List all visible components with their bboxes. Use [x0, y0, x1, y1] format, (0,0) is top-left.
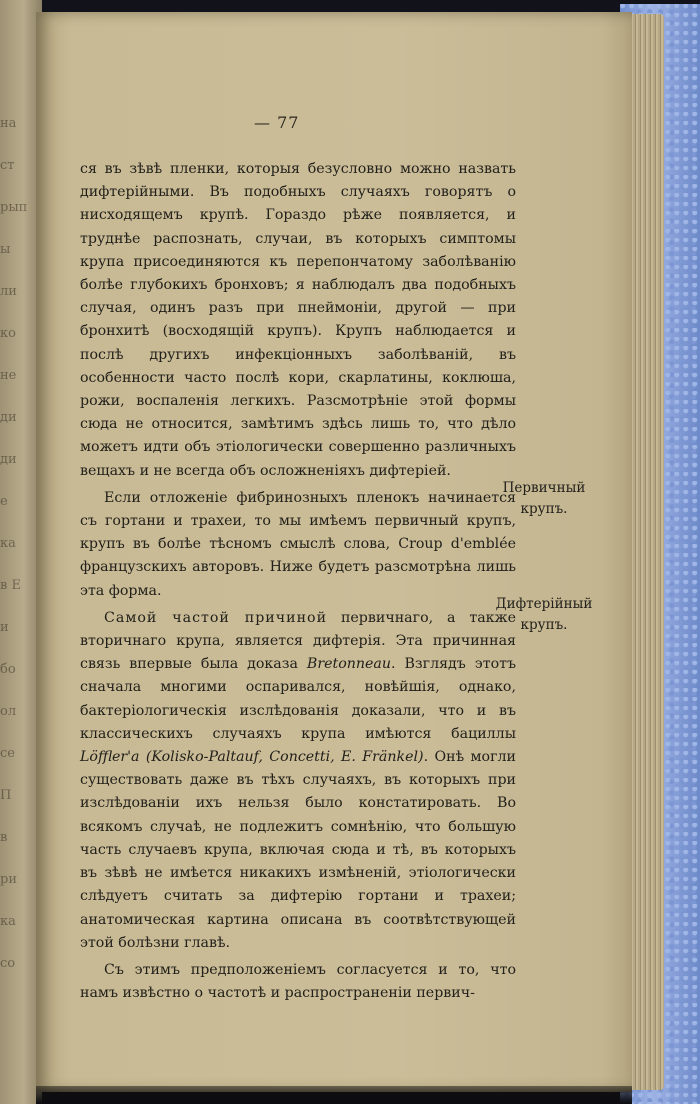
facing-page-text-fragment: се: [0, 746, 15, 761]
facing-page-text-fragment: ы: [0, 242, 11, 257]
paragraph-4: [80, 959, 516, 1005]
text-segment: . Взглядъ этотъ сначала многими оспаривался, новѣйшія, однако, бактеріологическія изслѣдованія доказали, что и въ классическихъ случаяхъ крупа имѣются бациллы: [80, 656, 516, 742]
facing-page-text-fragment: ка: [0, 914, 16, 929]
facing-page-text-fragment: ди: [0, 452, 17, 467]
page-number: — 77: [254, 113, 300, 132]
facing-page-text-fragment: ко: [0, 326, 16, 341]
page-stack-edge: [628, 14, 664, 1090]
facing-page-text-fragment: и: [0, 620, 9, 635]
text-segment: ся въ зѣвѣ пленки, которыя безусловно можно назвать дифтерійными. Въ подобныхъ случаяхъ говорятъ о нисходящемъ крупѣ. Гораздо рѣже появляется, и труднѣе распознать, случаи, въ которыхъ симптомы крупа присоединяются къ перепончатому заболѣванію болѣе глубокихъ бронховъ; я наблюдалъ два подобныхъ случая, одинъ разъ при пнеймоніи, другой — при бронхитѣ (восходящій крупъ). Крупъ наблюдается и послѣ другихъ инфекціонныхъ заболѣваній, въ особенности часто послѣ кори, скарлатины, коклюша, рожи, воспаленія легкихъ. Разсмотрѣніе этой формы сюда не относится, замѣтимъ здѣсь лишь то, что дѣло можетъ идти объ этіологически совершенно различныхъ вещахъ и не всегда объ осложненіяхъ дифтеріей.: [80, 161, 516, 479]
facing-page-text-fragment: ри: [0, 872, 17, 887]
text-segment: . Онѣ могли существовать даже въ тѣхъ случаяхъ, въ которыхъ при изслѣдованіи ихъ нельзя было констатировать. Во всякомъ случаѣ, не подлежитъ сомнѣнію, что большую часть случаевъ крупа, включая сюда и тѣ, въ которыхъ въ зѣвѣ не имѣется никакихъ измѣненій, этіологически слѣдуетъ считать за дифтерію гортани и трахеи; анатомическая картина описана въ соотвѣтствующей этой болѣзни главѣ.: [80, 749, 516, 951]
facing-page-text-fragment: в: [0, 830, 8, 845]
facing-page-text-fragment: е: [0, 494, 8, 509]
facing-page-text-fragment: П: [0, 788, 12, 803]
paragraph-3: [80, 607, 516, 955]
facing-page-text-fragment: ст: [0, 158, 15, 173]
facing-page-text-fragment: ка: [0, 536, 16, 551]
text-segment: Bretonneau: [306, 656, 392, 673]
page-bottom-shadow: [36, 1086, 632, 1104]
text-segment: первичнаго, а также вторичнаго крупа, является дифтерія. Эта причинная связь впервые была доказа: [80, 609, 516, 673]
facing-page-text-fragment: не: [0, 368, 17, 383]
facing-page-text-fragment: ди: [0, 410, 17, 425]
book-page: [36, 12, 632, 1092]
text-segment: Самой частой причиной: [104, 609, 328, 626]
text-segment: Löffler'a (Kolisko-Paltauf, Concetti, E. Fränkel): [80, 749, 424, 766]
page-body-text: [80, 158, 516, 1005]
facing-page-text-fragment: на: [0, 116, 17, 131]
margin-note-diphtheritic-croup: Дифтерійный крупъ.: [495, 596, 593, 633]
paragraph-1: [80, 158, 516, 483]
facing-page-text-fragment: ол: [0, 704, 17, 719]
facing-page-text-fragment: со: [0, 956, 16, 971]
margin-note-primary-croup: Первичный крупъ.: [502, 480, 586, 517]
text-segment: Съ этимъ предположеніемъ согласуется и то, что намъ извѣстно о частотѣ и распространеніи первич-: [80, 961, 516, 1002]
facing-page-text-fragment: рып: [0, 200, 28, 215]
facing-page-text-fragment: в Е: [0, 578, 21, 593]
facing-page-text-fragment: ли: [0, 284, 17, 299]
paragraph-2: [80, 487, 516, 603]
text-segment: Если отложеніе фибринозныхъ пленокъ начинается съ гортани и трахеи, то мы имѣемъ первичный крупъ, крупъ въ болѣе тѣсномъ смыслѣ слова, Croup d'emblée французскихъ авторовъ. Ниже будетъ разсмотрѣна лишь эта форма.: [80, 489, 516, 599]
facing-page-text-fragment: бо: [0, 662, 16, 677]
